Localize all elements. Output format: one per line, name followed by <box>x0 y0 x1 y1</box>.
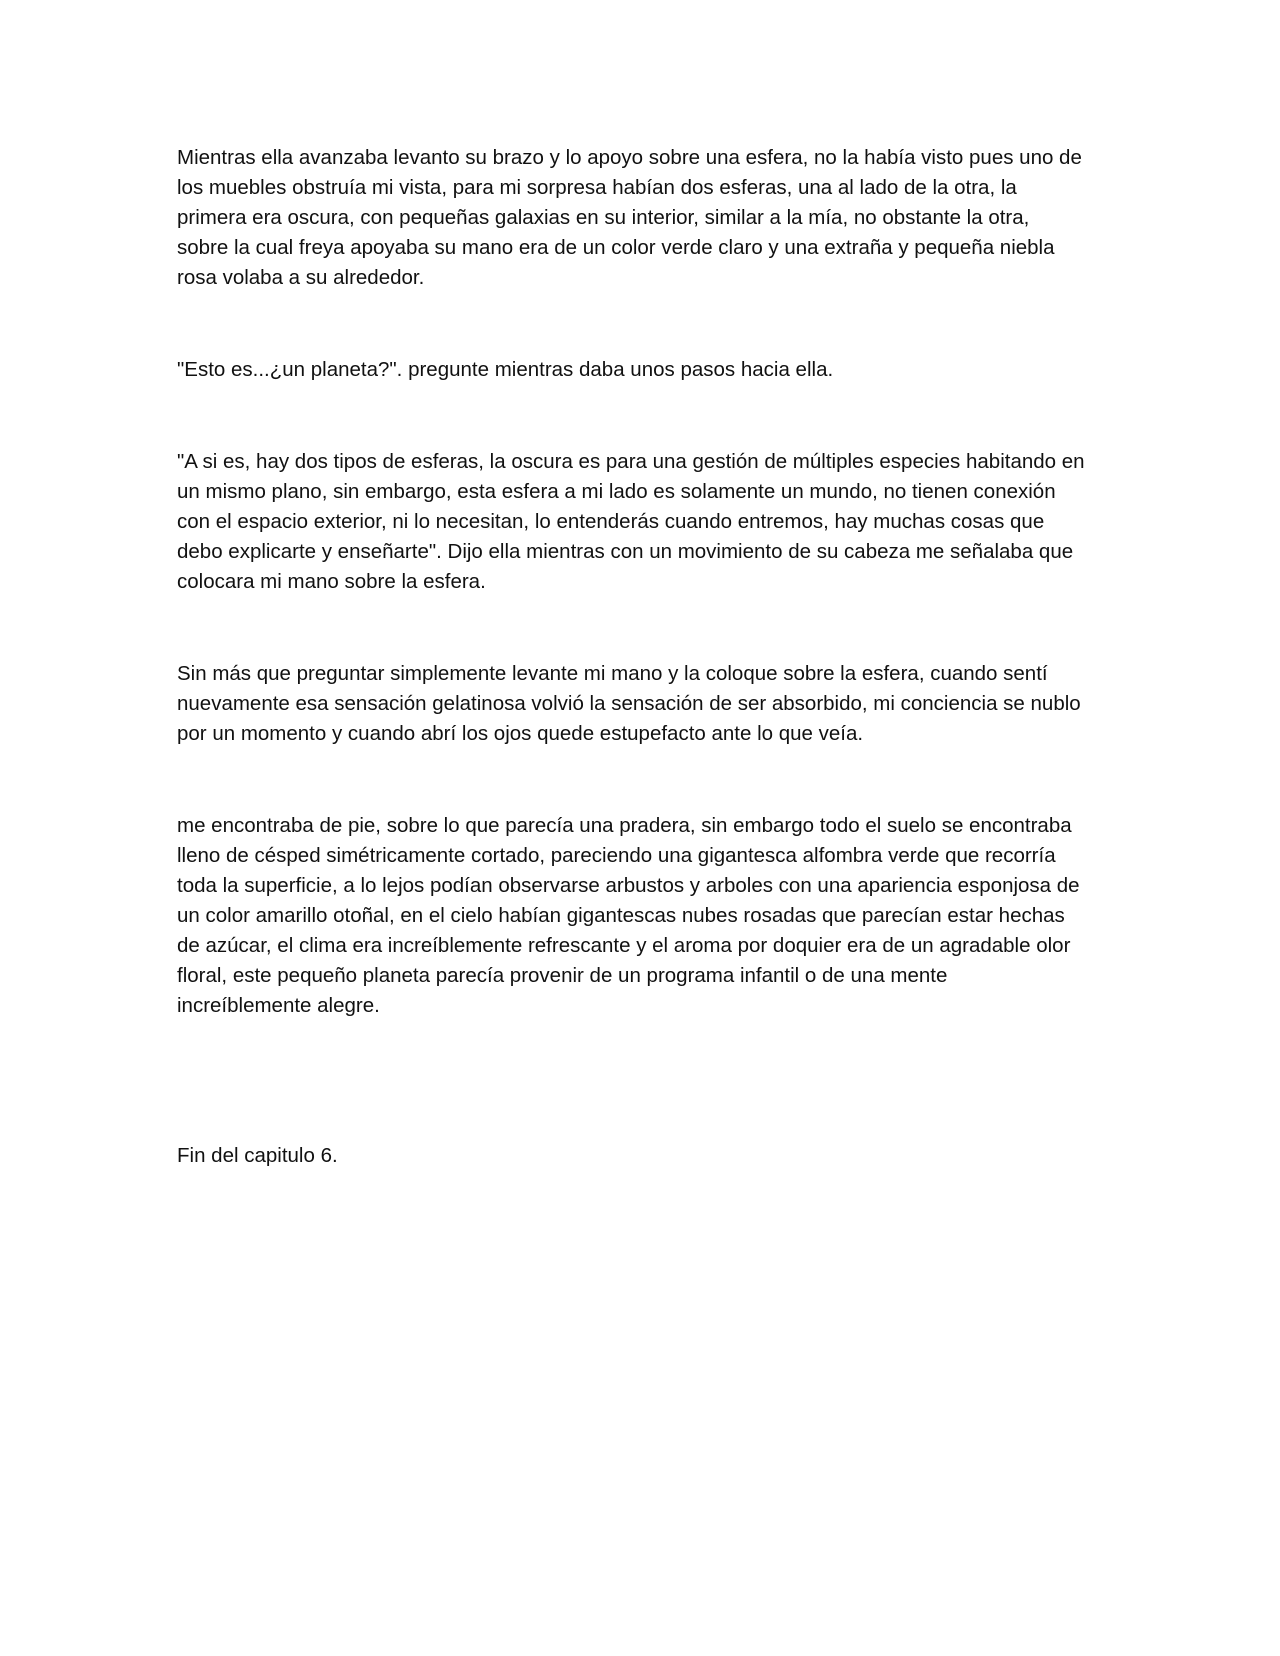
text-line: los muebles obstruía mi vista, para mi sorpresa habían dos esferas, una al lado de la otra, la <box>177 176 1017 199</box>
text-line: "A si es, hay dos tipos de esferas, la oscura es para una gestión de múltiples especies habitando en <box>177 450 1085 473</box>
chapter-end <box>177 1141 1107 1171</box>
paragraph-2 <box>177 355 1107 385</box>
text-line: debo explicarte y enseñarte". Dijo ella mientras con un movimiento de su cabeza me señalaba que <box>177 540 1074 563</box>
paragraph-3 <box>177 447 1107 597</box>
paragraph-1 <box>177 143 1107 293</box>
text-line: increíblemente alegre. <box>177 994 380 1017</box>
text-line: colocara mi mano sobre la esfera. <box>177 570 486 593</box>
text-line: con el espacio exterior, ni lo necesitan, lo entenderás cuando entremos, hay muchas cosas que <box>177 510 1045 533</box>
text-line: Mientras ella avanzaba levanto su brazo y lo apoyo sobre una esfera, no la había visto pues uno de <box>177 146 1082 169</box>
text-line: toda la superficie, a lo lejos podían observarse arbustos y arboles con una apariencia esponjosa de <box>177 874 1080 897</box>
paragraph-4 <box>177 659 1107 749</box>
text-line: sobre la cual freya apoyaba su mano era de un color verde claro y una extraña y pequeña niebla <box>177 236 1055 259</box>
text-line: me encontraba de pie, sobre lo que parecía una pradera, sin embargo todo el suelo se encontraba <box>177 814 1072 837</box>
text-line: lleno de césped simétricamente cortado, pareciendo una gigantesca alfombra verde que recorría <box>177 844 1056 867</box>
document-page <box>177 143 1107 1171</box>
text-line: floral, este pequeño planeta parecía provenir de un programa infantil o de una mente <box>177 964 948 987</box>
text-line: por un momento y cuando abrí los ojos quede estupefacto ante lo que veía. <box>177 722 864 745</box>
text-line: rosa volaba a su alrededor. <box>177 266 425 289</box>
text-line: un color amarillo otoñal, en el cielo habían gigantescas nubes rosadas que parecían estar hechas <box>177 904 1065 927</box>
text-line: Sin más que preguntar simplemente levante mi mano y la coloque sobre la esfera, cuando sentí <box>177 662 1048 685</box>
text-line: Fin del capitulo 6. <box>177 1144 338 1167</box>
paragraph-5 <box>177 811 1107 1021</box>
text-line: nuevamente esa sensación gelatinosa volvió la sensación de ser absorbido, mi conciencia se nublo <box>177 692 1081 715</box>
text-line: "Esto es...¿un planeta?". pregunte mientras daba unos pasos hacia ella. <box>177 358 834 381</box>
text-line: primera era oscura, con pequeñas galaxias en su interior, similar a la mía, no obstante la otra, <box>177 206 1030 229</box>
text-line: un mismo plano, sin embargo, esta esfera a mi lado es solamente un mundo, no tienen conexión <box>177 480 1056 503</box>
text-line: de azúcar, el clima era increíblemente refrescante y el aroma por doquier era de un agradable olor <box>177 934 1071 957</box>
